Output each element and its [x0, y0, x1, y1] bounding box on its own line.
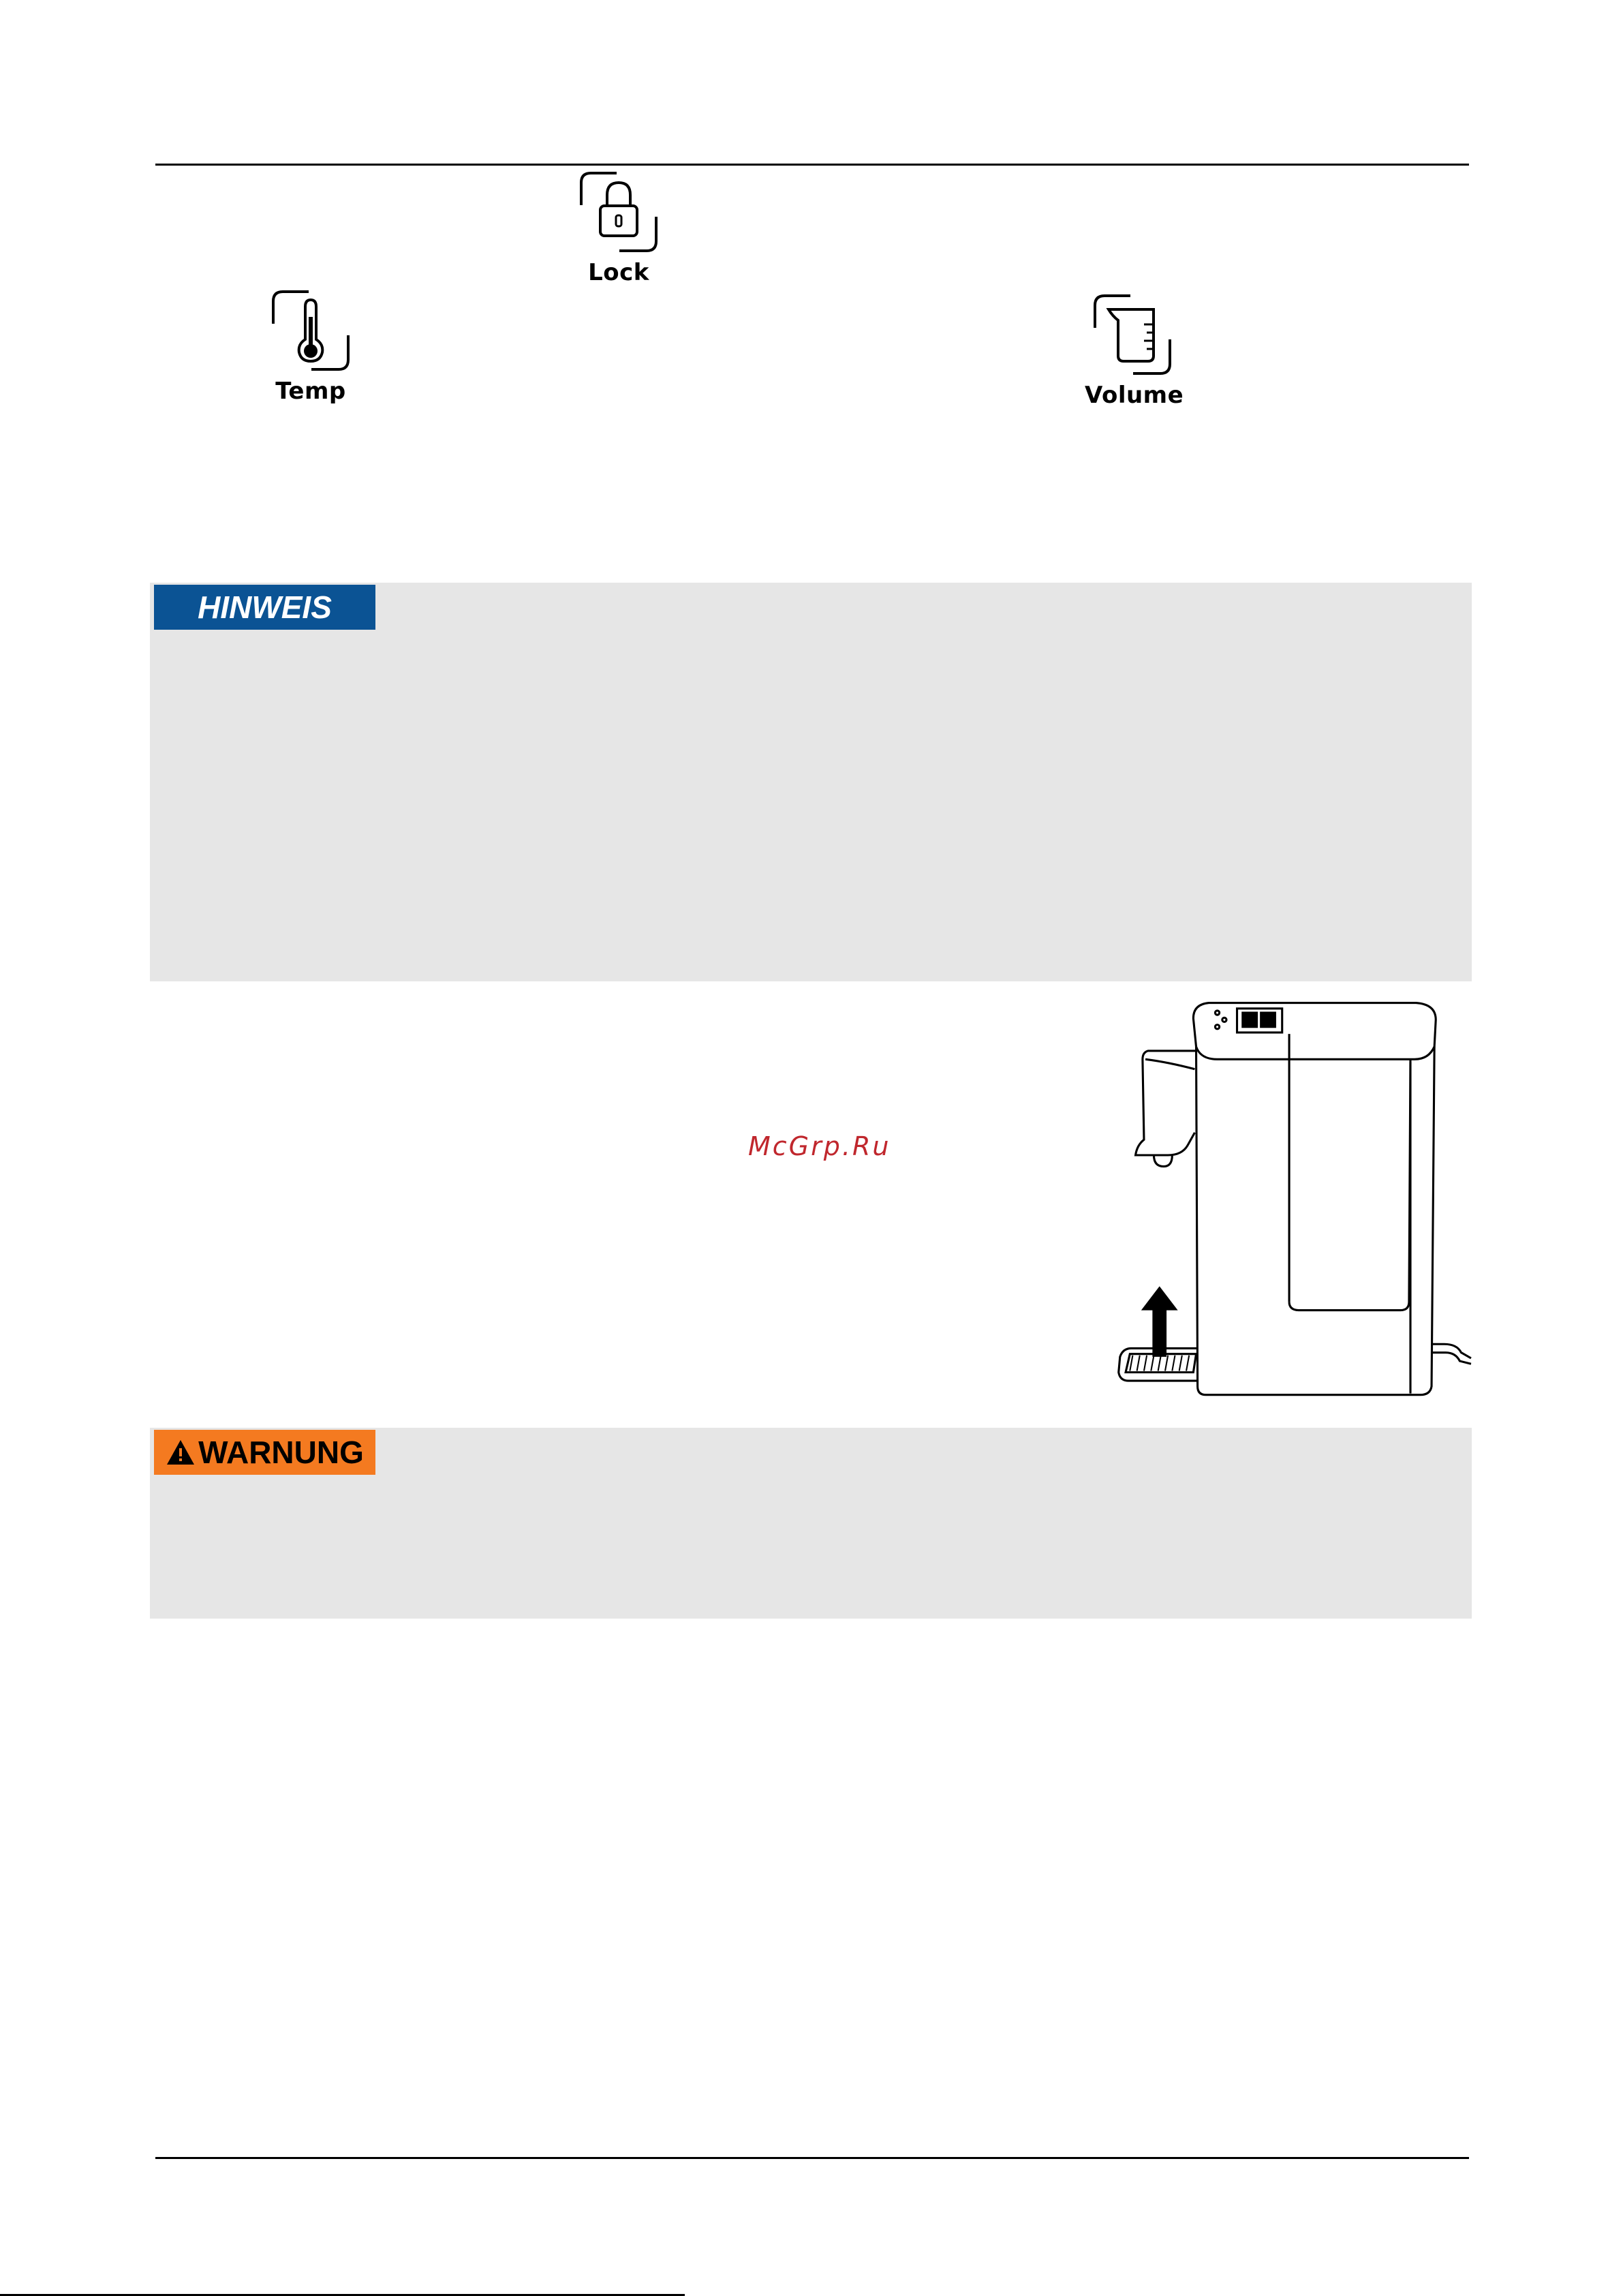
lock-label: Lock: [588, 259, 649, 286]
watermark: McGrp.Ru: [748, 1131, 891, 1161]
thermometer-icon: [266, 286, 355, 375]
footer-rule: [155, 2157, 1469, 2159]
measuring-cup-icon: [1088, 290, 1177, 379]
notice-badge-text: HINWEIS: [198, 590, 332, 625]
volume-label: Volume: [1085, 382, 1184, 409]
temp-label: Temp: [275, 378, 346, 405]
lock-button[interactable]: [571, 168, 666, 286]
lock-icon: [574, 168, 663, 256]
warning-badge: [154, 1430, 375, 1475]
notice-badge: [154, 585, 375, 630]
warning-badge-text: WARNUNG: [198, 1435, 364, 1470]
notice-panel: [150, 583, 1472, 981]
appliance-drip-tray-figure: [1104, 992, 1472, 1400]
temp-button[interactable]: [263, 286, 358, 405]
header-rule: [155, 164, 1469, 166]
warning-triangle-icon: [166, 1439, 196, 1466]
volume-button[interactable]: [1085, 290, 1184, 409]
